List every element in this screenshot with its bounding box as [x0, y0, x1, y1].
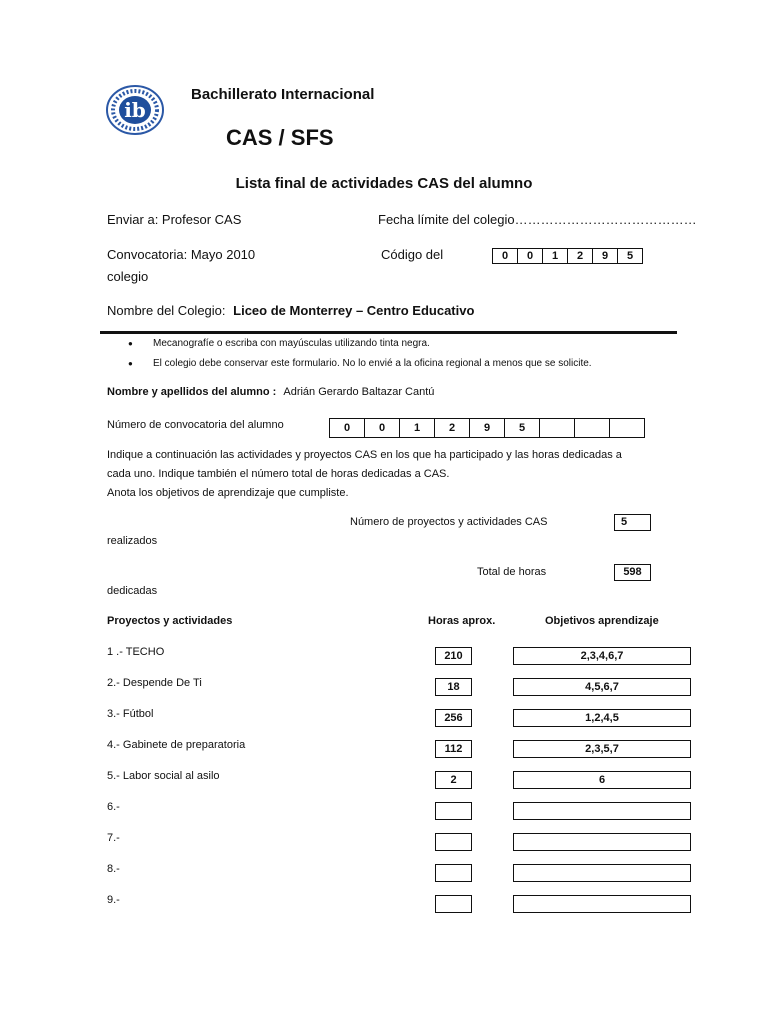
- activity-label: 9.-: [107, 894, 120, 906]
- objectives-box: 2,3,4,6,7: [513, 647, 691, 665]
- activity-label: 7.-: [107, 832, 120, 844]
- hours-box: [435, 802, 472, 820]
- instructions-list: [128, 336, 592, 376]
- total-hours-label-cont: dedicadas: [107, 585, 158, 597]
- session-label-cont: colegio: [107, 269, 149, 284]
- activity-label: 3.- Fútbol: [107, 708, 154, 720]
- objectives-box: 2,3,5,7: [513, 740, 691, 758]
- digit-box: [574, 418, 610, 438]
- digit-box: 2: [434, 418, 470, 438]
- directions-line: cada uno. Indique también el número total de horas dedicadas a CAS.: [107, 468, 450, 480]
- student-name: Adrián Gerardo Baltazar Cantú: [283, 386, 435, 398]
- activity-label: 8.-: [107, 863, 120, 875]
- digit-box: [539, 418, 575, 438]
- digit-box: 0: [492, 248, 518, 264]
- objectives-box: [513, 802, 691, 820]
- instruction-item: ● Mecanografíe o escriba con mayúsculas utilizando tinta negra.: [128, 336, 592, 356]
- objectives-box: [513, 833, 691, 851]
- school-name: Liceo de Monterrey – Centro Educativo: [233, 303, 475, 318]
- digit-box: [609, 418, 645, 438]
- student-number-boxes: [330, 418, 645, 438]
- hours-box: [435, 864, 472, 882]
- header-activity: Proyectos y actividades: [107, 615, 233, 627]
- digit-box: 9: [469, 418, 505, 438]
- hours-box: 210: [435, 647, 472, 665]
- student-name-label: Nombre y apellidos del alumno :: [107, 386, 277, 398]
- header-hours: Horas aprox.: [428, 615, 496, 627]
- objectives-box: [513, 895, 691, 913]
- logo-text: ib: [124, 98, 146, 122]
- projects-count-box: 5: [614, 514, 651, 531]
- activity-label: 1 .- TECHO: [107, 646, 165, 658]
- divider: [100, 331, 677, 334]
- ib-logo: [104, 84, 166, 136]
- send-to: Enviar a: Profesor CAS: [107, 212, 242, 227]
- total-hours-label: Total de horas: [477, 566, 547, 578]
- student-number-label: Número de convocatoria del alumno: [107, 419, 284, 431]
- objectives-box: [513, 864, 691, 882]
- school-code-label: Código del: [381, 247, 444, 262]
- instruction-item: ● El colegio debe conservar este formulario. No lo envié a la oficina regional a menos que se solicite.: [128, 356, 592, 376]
- total-hours-box: 598: [614, 564, 651, 581]
- digit-box: 9: [592, 248, 618, 264]
- objectives-box: 4,5,6,7: [513, 678, 691, 696]
- directions-line: Indique a continuación las actividades y proyectos CAS en los que ha participado y las horas dedicadas a: [107, 449, 622, 461]
- activity-label: 2.- Despende De Ti: [107, 677, 202, 689]
- organization-name: Bachillerato Internacional: [191, 86, 375, 103]
- hours-box: 112: [435, 740, 472, 758]
- hours-box: [435, 895, 472, 913]
- student-name-row: [107, 386, 434, 398]
- school-name-row: [107, 303, 474, 318]
- hours-box: 2: [435, 771, 472, 789]
- digit-box: 0: [364, 418, 400, 438]
- digit-box: 5: [617, 248, 643, 264]
- digit-box: 5: [504, 418, 540, 438]
- directions-line: Anota los objetivos de aprendizaje que cumpliste.: [107, 487, 349, 499]
- deadline: Fecha límite del colegio……………………………………: [378, 212, 697, 227]
- hours-box: 256: [435, 709, 472, 727]
- digit-box: 1: [399, 418, 435, 438]
- activity-label: 5.- Labor social al asilo: [107, 770, 220, 782]
- school-name-label: Nombre del Colegio:: [107, 303, 226, 318]
- hours-box: 18: [435, 678, 472, 696]
- objectives-box: 1,2,4,5: [513, 709, 691, 727]
- header-objectives: Objetivos aprendizaje: [545, 615, 659, 627]
- directions: [107, 446, 622, 503]
- session-label: Convocatoria: Mayo 2010: [107, 247, 256, 262]
- digit-box: 2: [567, 248, 593, 264]
- activity-label: 6.-: [107, 801, 120, 813]
- digit-box: 0: [517, 248, 543, 264]
- projects-count-label-cont: realizados: [107, 535, 158, 547]
- form-title: Lista final de actividades CAS del alumno: [235, 175, 533, 192]
- objectives-box: 6: [513, 771, 691, 789]
- school-code-boxes: [493, 248, 643, 264]
- digit-box: 0: [329, 418, 365, 438]
- activity-label: 4.- Gabinete de preparatoria: [107, 739, 246, 751]
- digit-box: 1: [542, 248, 568, 264]
- program-title: CAS / SFS: [226, 125, 334, 150]
- projects-count-label: Número de proyectos y actividades CAS: [350, 516, 548, 528]
- hours-box: [435, 833, 472, 851]
